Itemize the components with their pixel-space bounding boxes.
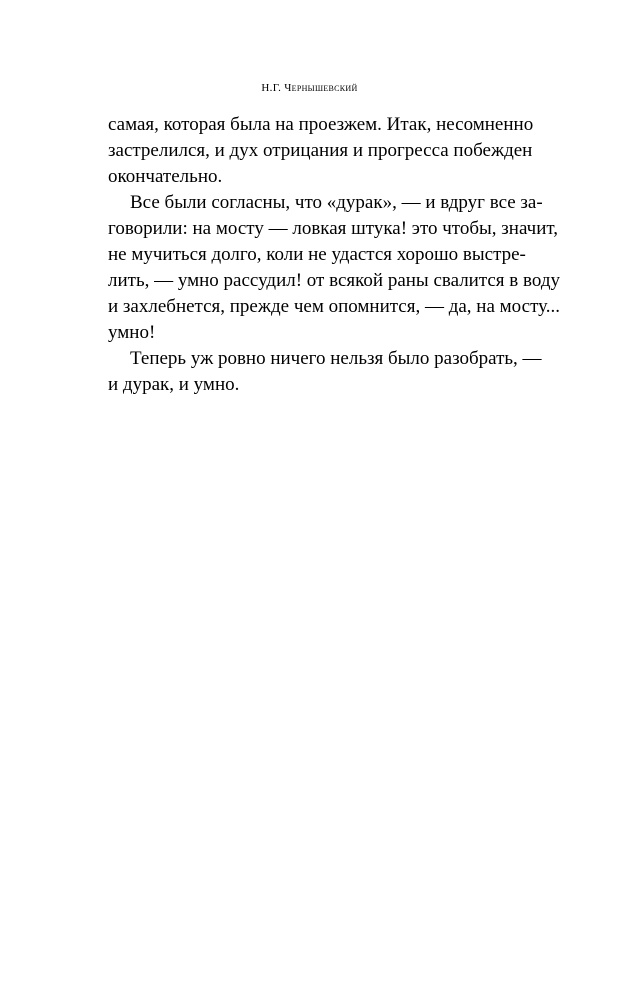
text-line: самая, которая была на проезжем. Итак, несомненно <box>108 114 534 135</box>
text-line: и дурак, и умно. <box>108 374 240 395</box>
running-head: Н.Г. Чернышевский <box>261 82 358 94</box>
text-line: окончательно. <box>108 166 223 187</box>
body-text <box>108 112 560 398</box>
text-line: Теперь уж ровно ничего нельзя было разобрать, — <box>130 348 542 369</box>
text-line: Все были согласны, что «дурак», — и вдруг все за- <box>130 192 543 213</box>
text-line: говорили: на мосту — ловкая штука! это чтобы, значит, <box>108 218 558 239</box>
text-line: и захлебнется, прежде чем опомнится, — да, на мосту... <box>108 296 560 317</box>
text-line: лить, — умно рассудил! от всякой раны свалится в воду <box>108 270 560 291</box>
text-line: умно! <box>108 322 156 343</box>
text-line: застрелился, и дух отрицания и прогресса побежден <box>108 140 533 161</box>
text-line: не мучиться долго, коли не удастся хорошо выстре- <box>108 244 526 265</box>
